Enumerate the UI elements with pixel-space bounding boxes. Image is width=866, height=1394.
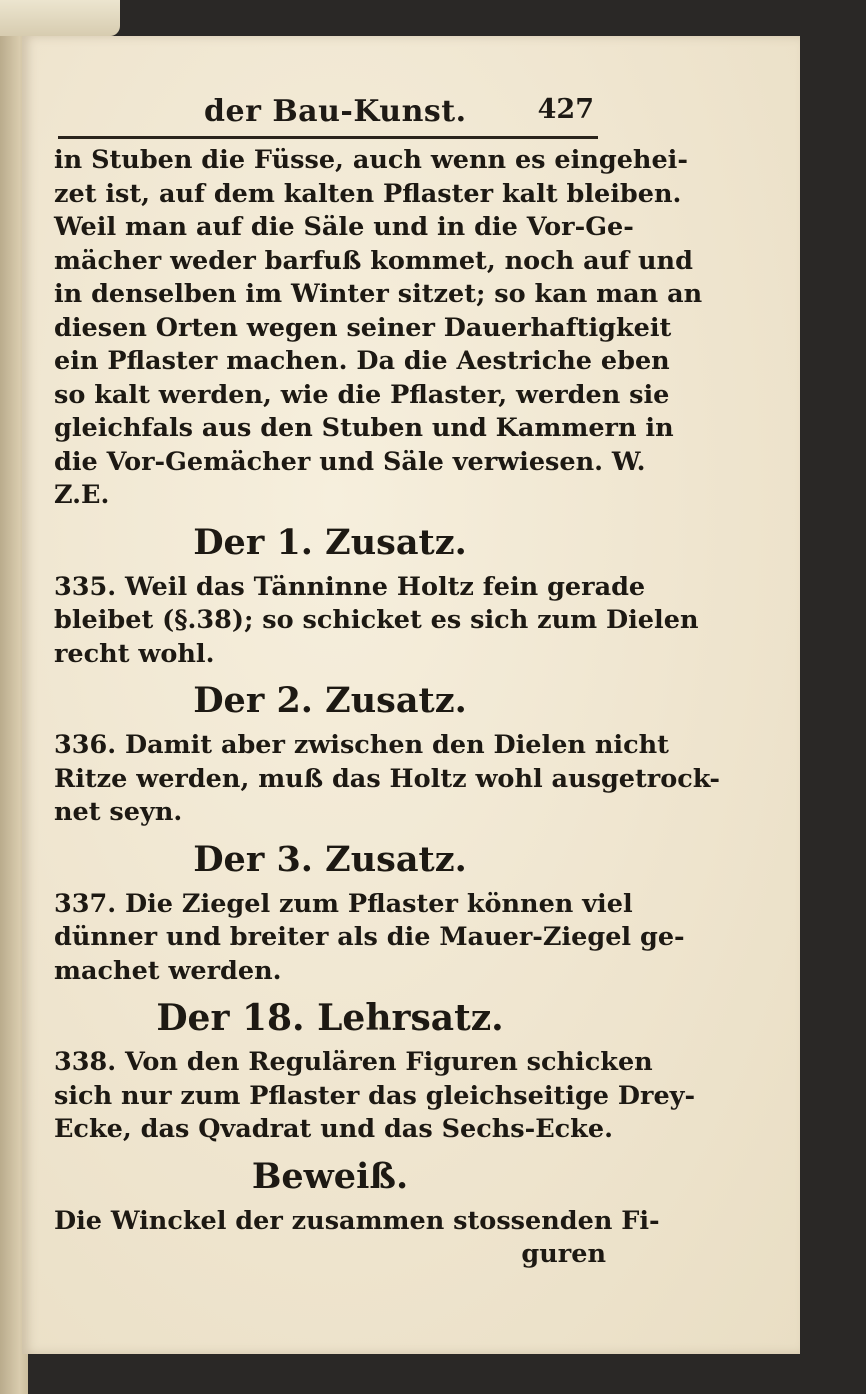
text-line: gleichfals aus den Stuben und Kammern in [54,413,674,443]
section-heading: Der 2. Zusatz. [193,680,467,721]
text-line: Ritze werden, muß das Holtz wohl ausgetrock- [54,763,720,794]
text-line: recht wohl. [54,638,215,669]
text-line: 335. Weil das Tänninne Holtz fein gerade [54,571,646,602]
running-head [54,94,594,138]
binding-clip [0,0,120,36]
text-line: so kalt werden, wie die Pflaster, werden sie [54,379,670,410]
section-body [54,729,720,830]
text-line: bleibet (§.38); so schicket es sich zum Dielen [54,605,699,635]
text-line: Die Winckel der zusammen stossenden Fi- [54,1205,660,1236]
text-line: 336. Damit aber zwischen den Dielen nicht [54,730,669,760]
section-body [54,571,699,672]
paragraph-intro [54,144,703,513]
page-number: 427 [537,94,594,125]
text-line: in Stuben die Füsse, auch wenn es eingehei- [54,145,688,175]
text-line: in denselben im Winter sitzet; so kan man an [54,279,703,309]
text-line: Weil man auf die Säle und in die Vor-Ge- [54,212,634,242]
page-sheet [22,36,800,1354]
text-line: 338. Von den Regulären Figuren schicken [54,1047,653,1077]
page-body [54,144,720,1272]
text-line: mächer weder barfuß kommet, noch auf und [54,245,693,276]
text-line: sich nur zum Pflaster das gleichseitige Drey- [54,1080,696,1111]
text-line: diesen Orten wegen seiner Dauerhaftigkeit [54,312,672,343]
catchword: guren [521,1239,606,1269]
running-head-title: der Bau-Kunst. [204,94,467,129]
section-body [54,1046,696,1147]
text-line: net seyn. [54,797,183,827]
text-line: Z.E. [54,480,110,510]
text-line: Ecke, das Qvadrat und das Sechs-Ecke. [54,1114,613,1144]
text-line: dünner und breiter als die Mauer-Ziegel ge- [54,922,685,952]
header-rule [58,136,598,139]
section-body [54,1205,660,1272]
section-heading: Der 3. Zusatz. [193,838,467,880]
theorem-heading: Der 18. Lehrsatz. [156,997,504,1039]
proof-heading: Beweiß. [251,1155,409,1197]
text-line: machet werden. [54,955,282,986]
section-heading: Der 1. Zusatz. [193,521,467,563]
section-body [54,888,685,989]
text-line: zet ist, auf dem kalten Pflaster kalt bleiben. [54,178,682,209]
text-line: ein Pflaster machen. Da die Aestriche eben [54,346,670,376]
text-line: 337. Die Ziegel zum Pflaster können viel [54,888,633,919]
text-line: die Vor-Gemächer und Säle verwiesen. W. [54,446,646,477]
